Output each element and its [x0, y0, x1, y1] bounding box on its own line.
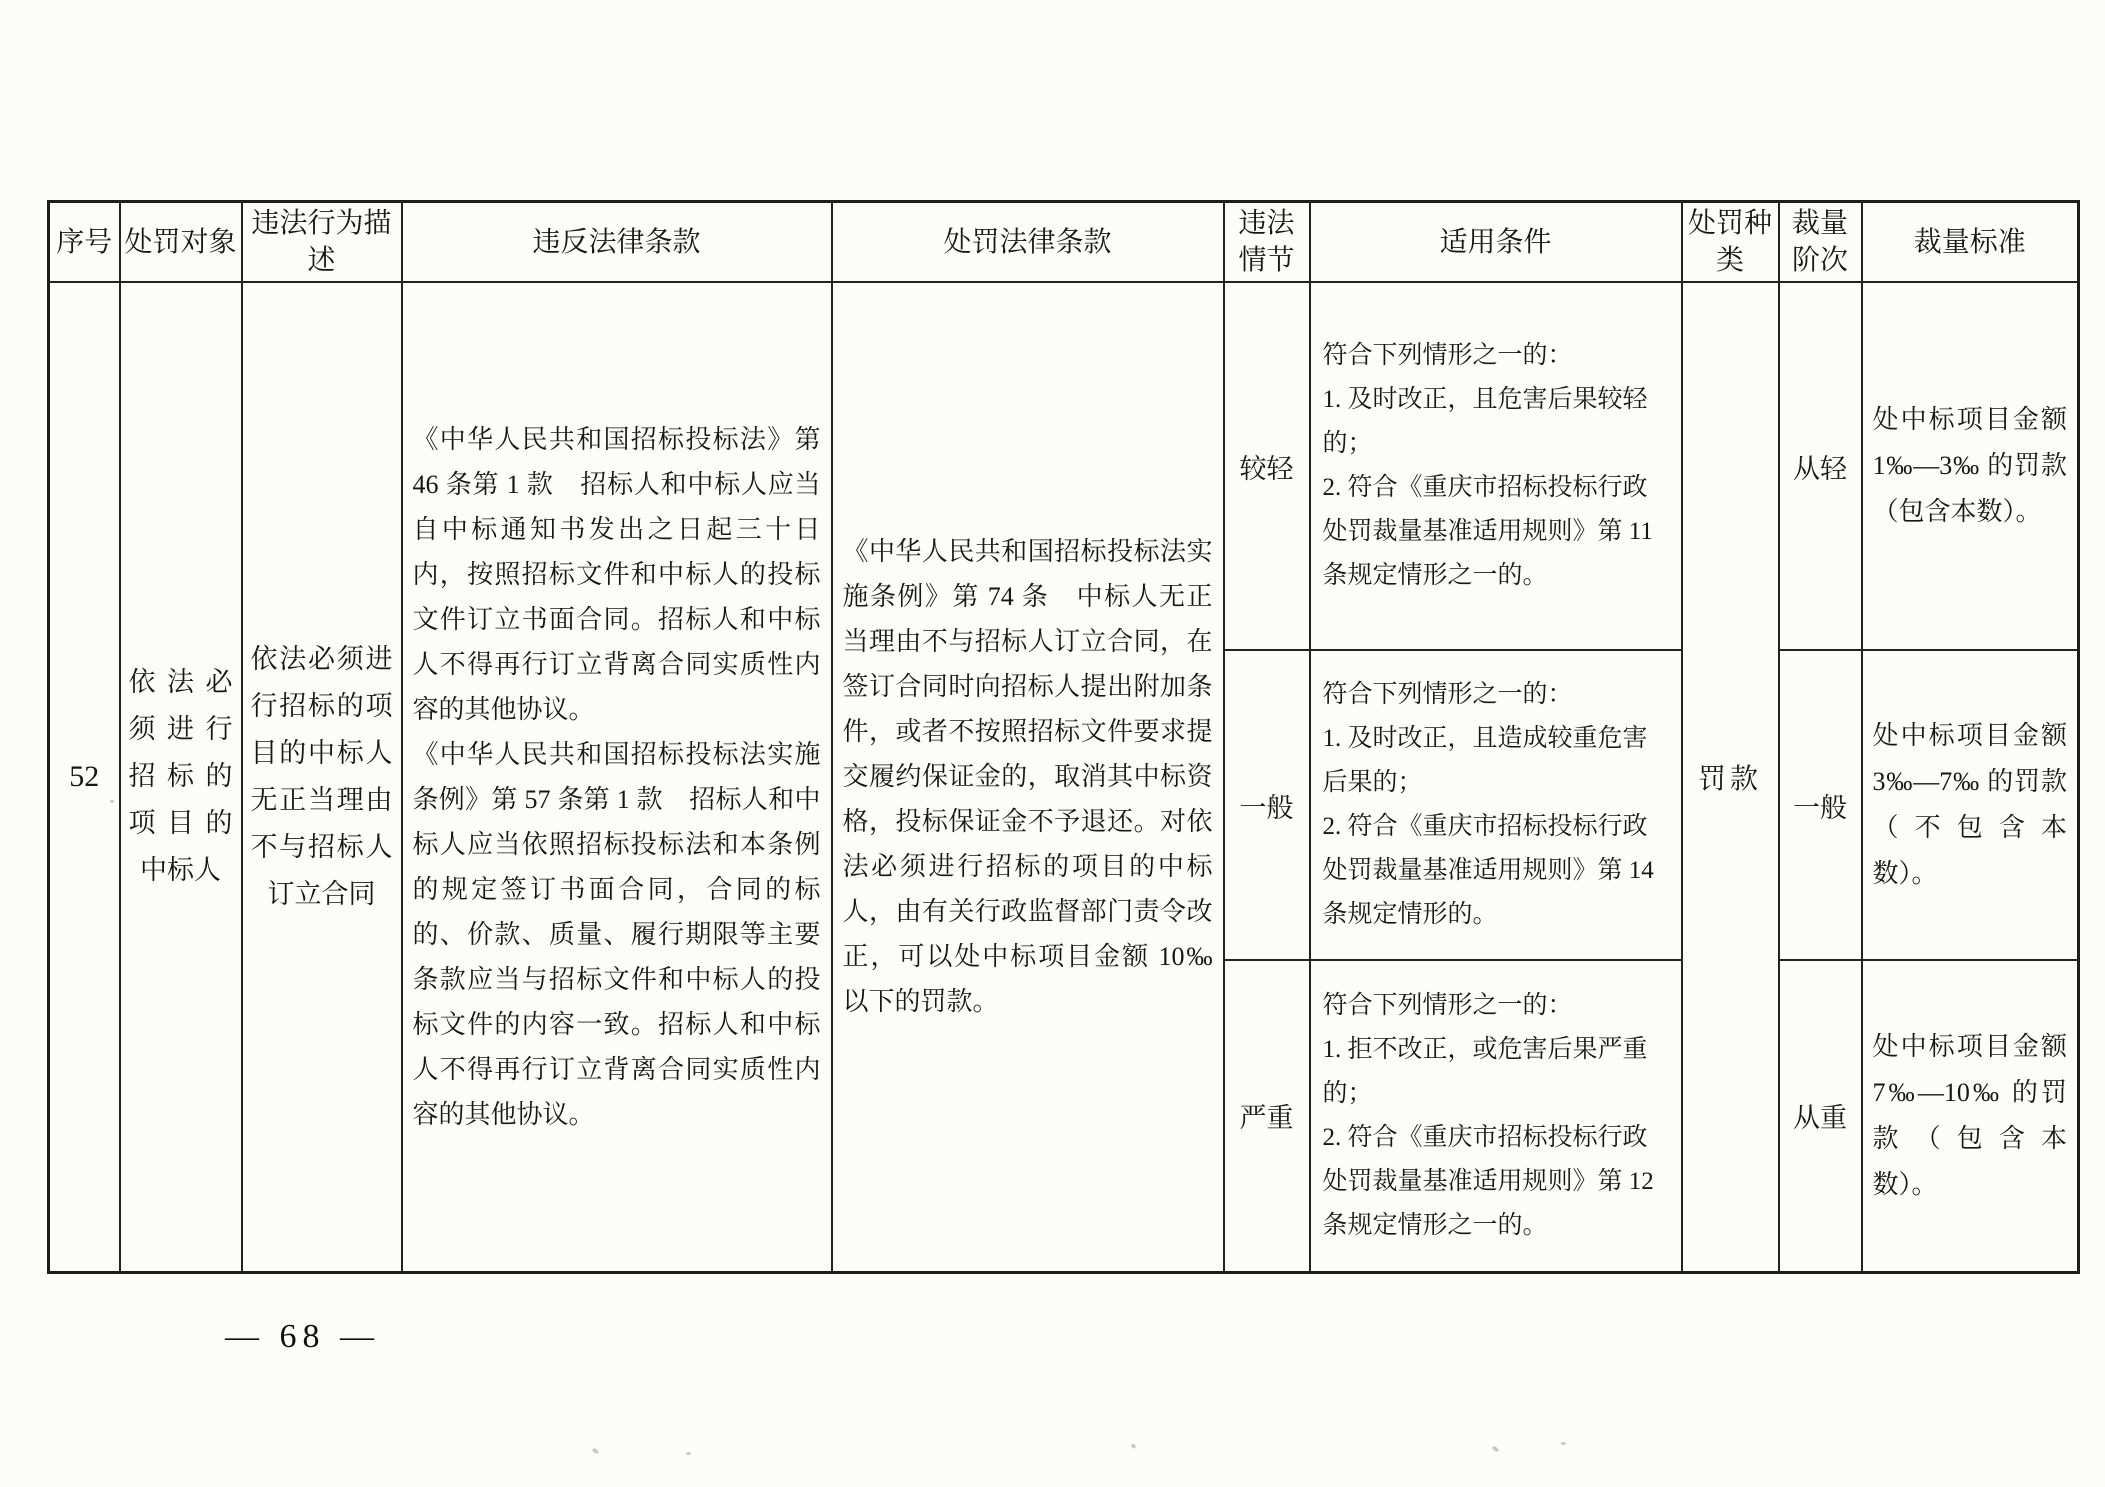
header-penalty-law: 处罚法律条款 [832, 202, 1224, 283]
cell-standard-general: 处中标项目金额 3‰—7‰ 的罚款（不包含本数）。 [1862, 650, 2079, 960]
header-conditions: 适用条件 [1310, 202, 1682, 283]
cell-level-aggravated: 从重 [1779, 960, 1862, 1272]
scan-speck [1491, 1445, 1499, 1452]
cell-violated-law [402, 282, 832, 1272]
table-subrow-minor [49, 282, 2079, 650]
header-level: 裁量阶次 [1779, 202, 1862, 283]
cell-level-general: 一般 [1779, 650, 1862, 960]
condition-item-2: 2. 符合《重庆市招标投标行政处罚裁量基准适用规则》第 14 条规定情形的。 [1322, 813, 1654, 928]
page-number: — 68 — [225, 1318, 380, 1355]
condition-item-1: 1. 及时改正，且危害后果较轻的； [1322, 386, 1648, 457]
conditions-intro: 符合下列情形之一的： [1322, 681, 1573, 708]
conditions-intro: 符合下列情形之一的： [1322, 991, 1573, 1019]
cell-severity-severe: 严重 [1224, 960, 1310, 1272]
scan-speck [591, 1447, 599, 1454]
cell-penalty-target: 依法必须进行招标的项目的中标人 [120, 282, 242, 1272]
table-header-row [49, 202, 2079, 283]
header-severity: 违法情节 [1224, 202, 1310, 283]
scan-speck [1561, 1442, 1566, 1445]
header-standard: 裁量标准 [1862, 202, 2079, 283]
cell-standard-minor: 处中标项目金额 1‰—3‰ 的罚款（包含本数）。 [1862, 282, 2079, 650]
cell-penalty-type: 罚款 [1682, 282, 1779, 1272]
header-behavior: 违法行为描述 [242, 202, 402, 283]
condition-item-2: 2. 符合《重庆市招标投标行政处罚裁量基准适用规则》第 11 条规定情形之一的。 [1322, 474, 1653, 589]
header-penalty-type: 处罚种类 [1682, 202, 1779, 283]
cell-conditions-severe [1310, 960, 1682, 1272]
condition-item-1: 1. 及时改正，且造成较重危害后果的； [1322, 725, 1648, 796]
condition-item-1: 1. 拒不改正，或危害后果严重的； [1322, 1035, 1648, 1107]
scan-speck [110, 800, 114, 803]
violated-law-paragraph-1: 《中华人民共和国招标投标法》第 46 条第 1 款 招标人和中标人应当自中标通知书发出之日起三十日内，按照招标文件和中标人的投标文件订立书面合同。招标人和中标人不得再行订立背离合同实质性内容的其他协议。 [412, 424, 821, 724]
cell-level-lenient: 从轻 [1779, 282, 1862, 650]
cell-severity-general: 一般 [1224, 650, 1310, 960]
header-seq: 序号 [49, 202, 120, 283]
header-target: 处罚对象 [120, 202, 242, 283]
cell-seq-number: 52 [49, 282, 120, 1272]
condition-item-2: 2. 符合《重庆市招标投标行政处罚裁量基准适用规则》第 12 条规定情形之一的。 [1322, 1123, 1654, 1239]
cell-standard-severe: 处中标项目金额 7‰—10‰ 的罚款（包含本数）。 [1862, 960, 2079, 1272]
cell-conditions-minor [1310, 282, 1682, 650]
conditions-intro: 符合下列情形之一的： [1322, 342, 1573, 369]
header-violated-law: 违反法律条款 [402, 202, 832, 283]
scan-speck [686, 1452, 691, 1455]
scan-speck [1130, 1443, 1136, 1449]
cell-conditions-general [1310, 650, 1682, 960]
penalty-standards-table [47, 200, 2080, 1274]
penalty-law-paragraph: 《中华人民共和国招标投标法实施条例》第 74 条 中标人无正当理由不与招标人订立合同，在签订合同时向招标人提出附加条件，或者不按照招标文件要求提交履约保证金的，取消其中标资格，投标保证金不予退还。对依法必须进行招标的项目的中标人，由有关行政监督部门责令改正，可以处中标项目金额 10‰ 以下的罚款。 [842, 537, 1213, 1017]
cell-severity-minor: 较轻 [1224, 282, 1310, 650]
cell-penalty-law [832, 282, 1224, 1272]
cell-behavior-description: 依法必须进行招标的项目的中标人无正当理由不与招标人订立合同 [242, 282, 402, 1272]
violated-law-paragraph-2: 《中华人民共和国招标投标法实施条例》第 57 条第 1 款 招标人和中标人应当依照招标投标法和本条例的规定签订书面合同，合同的标的、价款、质量、履行期限等主要条款应当与招标文件和中标人的投标文件的内容一致。招标人和中标人不得再行订立背离合同实质性内容的其他协议。 [412, 739, 821, 1129]
